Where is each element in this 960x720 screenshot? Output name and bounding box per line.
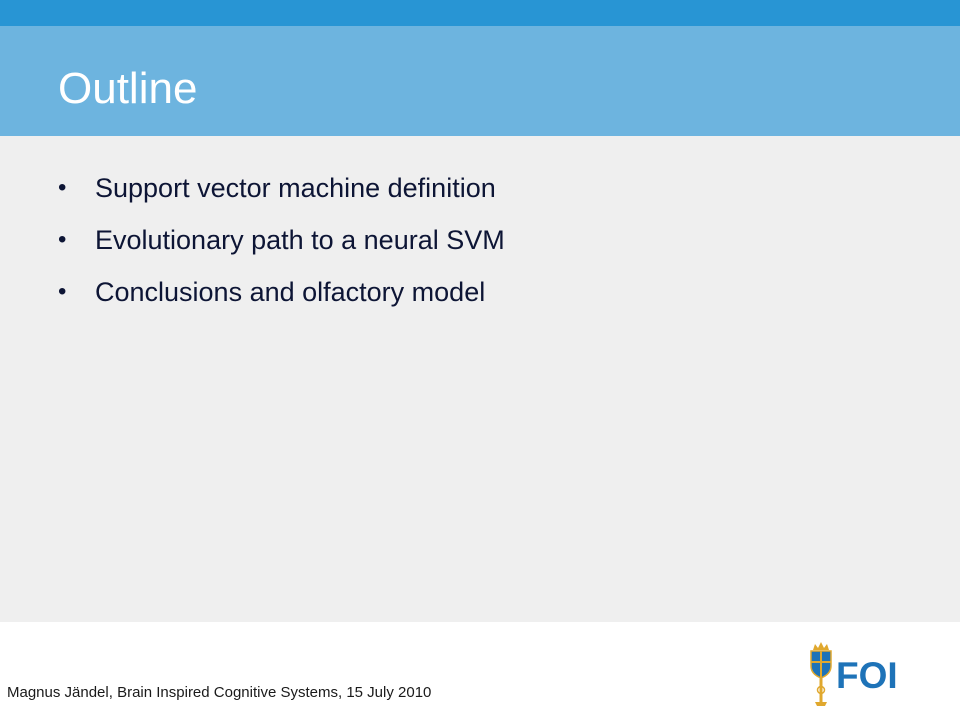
foi-logo	[806, 640, 906, 708]
bullet-text: Conclusions and olfactory model	[95, 277, 486, 307]
bullet-text: Support vector machine definition	[95, 173, 496, 203]
bullet-item	[58, 162, 505, 214]
bullet-dot: •	[58, 226, 67, 253]
logo-text: FOI	[836, 655, 898, 696]
bullet-item	[58, 214, 505, 266]
slide-title: Outline	[58, 64, 198, 113]
top-accent-strip	[0, 0, 960, 26]
bullet-dot: •	[58, 278, 67, 305]
bullet-item	[58, 266, 505, 318]
bullet-dot: •	[58, 174, 67, 201]
footer-text: Magnus Jändel, Brain Inspired Cognitive Systems, 15 July 2010	[7, 684, 432, 701]
bullet-list	[58, 162, 505, 318]
bullet-text: Evolutionary path to a neural SVM	[95, 225, 505, 255]
foi-emblem-icon	[806, 640, 836, 708]
